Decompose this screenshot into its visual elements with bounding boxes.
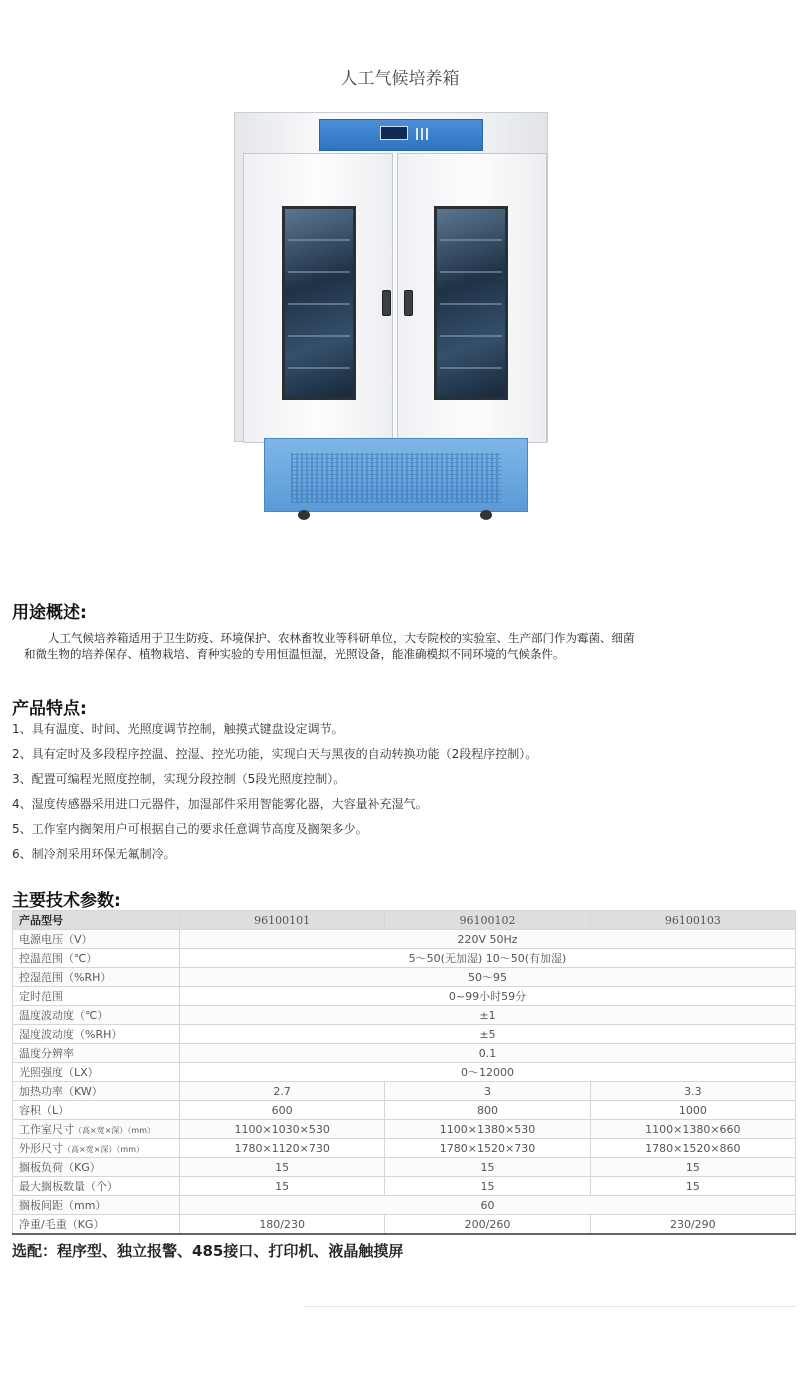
table-row (13, 1120, 796, 1139)
row-value: 800 (385, 1101, 590, 1120)
left-door (243, 153, 393, 443)
vent-grille (291, 453, 501, 503)
feature-item: 6、制冷剂采用环保无氟制冷。 (12, 847, 176, 861)
table-row (13, 1082, 796, 1101)
row-value: 1100×1380×530 (385, 1120, 590, 1139)
cabinet-base (264, 438, 528, 512)
table-row (13, 930, 796, 949)
row-value: 1100×1030×530 (180, 1120, 385, 1139)
row-value: 15 (590, 1177, 795, 1196)
header-label: 产品型号 (13, 911, 180, 930)
feature-item: 2、具有定时及多段程序控温、控湿、控光功能，实现白天与黑夜的自动转换功能（2段程序控制）。 (12, 747, 538, 761)
table-row (13, 1139, 796, 1158)
page-title: 人工气候培养箱 (340, 69, 460, 89)
table-header-row (13, 911, 796, 930)
row-label: 湿度波动度（%RH） (13, 1025, 180, 1044)
row-label (13, 1139, 180, 1158)
row-value: 15 (385, 1158, 590, 1177)
row-value: ±5 (180, 1025, 796, 1044)
feature-item: 4、湿度传感器采用进口元器件，加湿部件采用智能雾化器，大容量补充湿气。 (12, 797, 428, 811)
control-panel (319, 119, 483, 151)
product-image (228, 108, 554, 522)
row-label: 控温范围（℃） (13, 949, 180, 968)
row-label: 定时范围 (13, 987, 180, 1006)
row-value: 0.1 (180, 1044, 796, 1063)
row-value: 1780×1520×860 (590, 1139, 795, 1158)
row-label: 光照强度（LX） (13, 1063, 180, 1082)
left-door-handle (382, 290, 391, 316)
row-value: 0~99小时59分 (180, 987, 796, 1006)
right-door-window (434, 206, 508, 400)
row-value: 50～95 (180, 968, 796, 987)
row-value: 180/230 (180, 1215, 385, 1235)
row-value: 5～50(无加湿) 10～50(有加湿) (180, 949, 796, 968)
row-label-unit: （高×宽×深）（mm） (63, 1145, 144, 1154)
row-label: 温度分辨率 (13, 1044, 180, 1063)
model-cell: 96100102 (385, 911, 590, 930)
table-row (13, 1044, 796, 1063)
table-row (13, 1215, 796, 1235)
row-value: 1100×1380×660 (590, 1120, 795, 1139)
row-value: 1000 (590, 1101, 795, 1120)
row-label: 搁板间距（mm） (13, 1196, 180, 1215)
wheel (480, 510, 492, 520)
row-label-text: 外形尺寸 (19, 1142, 63, 1155)
row-value: 1780×1120×730 (180, 1139, 385, 1158)
row-label: 电源电压（V） (13, 930, 180, 949)
table-row (13, 987, 796, 1006)
row-value: 15 (180, 1177, 385, 1196)
feature-item: 5、工作室内搁架用户可根据自己的要求任意调节高度及搁架多少。 (12, 822, 368, 836)
spec-table (12, 910, 796, 1235)
specs-heading: 主要技术参数: (12, 891, 121, 911)
row-value: 1780×1520×730 (385, 1139, 590, 1158)
row-value: 600 (180, 1101, 385, 1120)
table-row (13, 1006, 796, 1025)
usage-text-line1: 人工气候培养箱适用于卫生防疫、环境保护、农林畜牧业等科研单位，大专院校的实验室、生产部门作为霉菌、细菌 (48, 631, 635, 645)
row-value: ±1 (180, 1006, 796, 1025)
row-label: 搁板负荷（KG） (13, 1158, 180, 1177)
row-value: 15 (590, 1158, 795, 1177)
row-value: 3 (385, 1082, 590, 1101)
row-label: 净重/毛重（KG） (13, 1215, 180, 1235)
feature-list (12, 720, 792, 870)
row-label: 容积（L） (13, 1101, 180, 1120)
feature-item: 3、配置可编程光照度控制，实现分段控制（5段光照度控制）。 (12, 772, 346, 786)
right-door-handle (404, 290, 413, 316)
row-label: 温度波动度（℃） (13, 1006, 180, 1025)
options-text: 选配：程序型、独立报警、485接口、打印机、液晶触摸屏 (12, 1242, 404, 1260)
table-row (13, 1196, 796, 1215)
table-row (13, 1025, 796, 1044)
right-door (397, 153, 547, 443)
usage-text-line2: 和微生物的培养保存、植物栽培、育种实验的专用恒温恒湿，光照设备，能准确模拟不同环境的气候条件。 (24, 647, 565, 661)
features-heading: 产品特点: (12, 699, 87, 719)
model-cell: 96100103 (590, 911, 795, 930)
row-value: 230/290 (590, 1215, 795, 1235)
row-value: 15 (385, 1177, 590, 1196)
row-label-unit: （高×宽×深）（mm） (74, 1126, 155, 1135)
row-value: 2.7 (180, 1082, 385, 1101)
model-cell: 96100101 (180, 911, 385, 930)
table-row (13, 968, 796, 987)
row-value: 220V 50Hz (180, 930, 796, 949)
row-label: 最大搁板数量（个） (13, 1177, 180, 1196)
left-door-window (282, 206, 356, 400)
row-label (13, 1120, 180, 1139)
row-value: 3.3 (590, 1082, 795, 1101)
wheel (298, 510, 310, 520)
usage-heading: 用途概述: (12, 603, 87, 623)
table-row (13, 949, 796, 968)
keypad (416, 128, 430, 140)
row-value: 0～12000 (180, 1063, 796, 1082)
row-label: 加热功率（KW） (13, 1082, 180, 1101)
row-label-text: 工作室尺寸 (19, 1123, 74, 1136)
table-row (13, 1177, 796, 1196)
row-label: 控湿范围（%RH） (13, 968, 180, 987)
cabinet-body (234, 112, 548, 442)
row-value: 60 (180, 1196, 796, 1215)
row-value: 200/260 (385, 1215, 590, 1235)
table-row (13, 1158, 796, 1177)
feature-item: 1、具有温度、时间、光照度调节控制，触摸式键盘设定调节。 (12, 722, 344, 736)
row-value: 15 (180, 1158, 385, 1177)
dotted-divider (305, 1306, 795, 1307)
table-row (13, 1101, 796, 1120)
lcd-display (380, 126, 408, 140)
table-row (13, 1063, 796, 1082)
